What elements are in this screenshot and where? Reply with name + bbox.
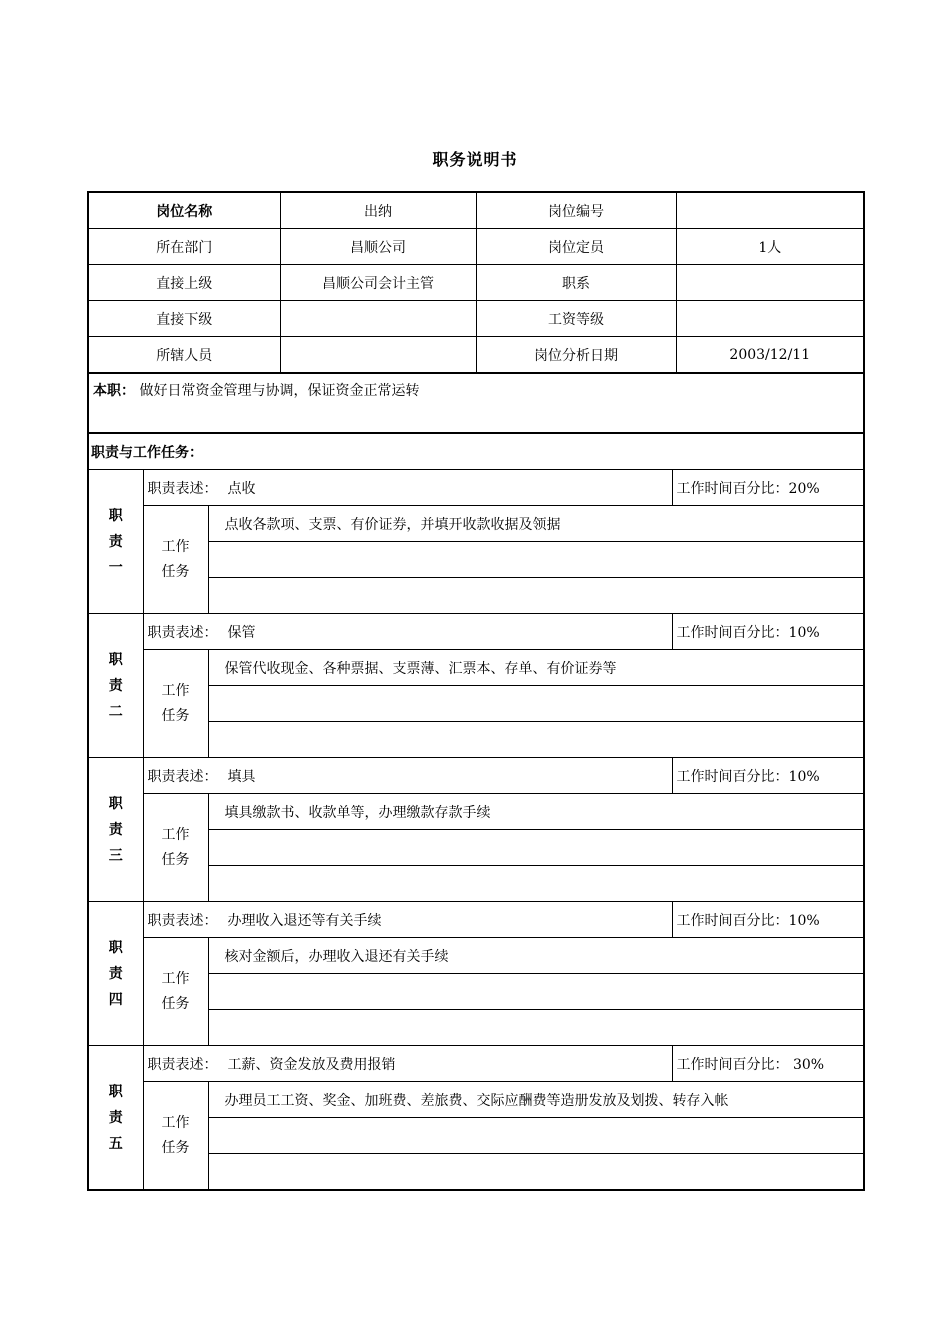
duty-title <box>88 470 143 614</box>
duty-title-char: 职 <box>108 795 123 812</box>
header-value: 1人 <box>676 229 864 265</box>
duty-title <box>88 1046 143 1191</box>
duty-title-char: 责 <box>108 965 123 982</box>
task-item <box>208 1154 864 1191</box>
header-label: 职系 <box>476 265 676 301</box>
task-label <box>143 938 208 1046</box>
page-title: 职务说明书 <box>432 150 518 169</box>
header-value: 出纳 <box>280 192 476 229</box>
duty-description-label: 职责表述： <box>147 1056 218 1073</box>
task-label-line: 任务 <box>161 995 190 1012</box>
duty-description <box>143 470 672 506</box>
duty-description-label: 职责表述： <box>147 912 218 929</box>
duty-title-char: 一 <box>108 559 123 576</box>
header-label: 岗位分析日期 <box>476 337 676 374</box>
duty-desc-row <box>88 1046 864 1082</box>
header-label: 直接上级 <box>88 265 280 301</box>
task-item <box>208 686 864 722</box>
header-label: 岗位定员 <box>476 229 676 265</box>
header-value: 昌顺公司 <box>280 229 476 265</box>
duty-description <box>143 614 672 650</box>
task-item: 核对金额后，办理收入退还有关手续 <box>208 938 864 974</box>
duty-title-char: 三 <box>108 847 123 864</box>
duty-description-text: 保管 <box>227 624 256 641</box>
duty-title <box>88 902 143 1046</box>
duty-task-row <box>88 650 864 686</box>
duty-desc-row <box>88 902 864 938</box>
header-label: 所在部门 <box>88 229 280 265</box>
header-row <box>88 301 864 337</box>
table-body <box>88 192 864 1190</box>
header-row <box>88 265 864 301</box>
duty-time-percentage: 工作时间百分比：10% <box>672 614 864 650</box>
duty-title-char: 职 <box>108 651 123 668</box>
duty-desc-row <box>88 614 864 650</box>
header-label: 岗位名称 <box>88 192 280 229</box>
duty-description-text: 办理收入退还等有关手续 <box>227 912 382 929</box>
duty-task-row <box>88 1082 864 1118</box>
duty-description <box>143 758 672 794</box>
task-item: 办理员工工资、奖金、加班费、差旅费、交际应酬费等造册发放及划拨、转存入帐 <box>208 1082 864 1118</box>
task-item: 保管代收现金、各种票据、支票薄、汇票本、存单、有价证券等 <box>208 650 864 686</box>
header-label: 直接下级 <box>88 301 280 337</box>
duty-time-percentage: 工作时间百分比： 30% <box>672 1046 864 1082</box>
duties-heading: 职责与工作任务： <box>88 433 864 470</box>
task-label <box>143 1082 208 1191</box>
duty-description <box>143 902 672 938</box>
task-item <box>208 1118 864 1154</box>
task-label <box>143 506 208 614</box>
duty-title-char: 五 <box>108 1135 123 1152</box>
duty-desc-row <box>88 470 864 506</box>
job-description-table <box>87 191 865 1191</box>
task-label-line: 任务 <box>161 1139 190 1156</box>
task-label-line: 任务 <box>161 563 190 580</box>
task-item <box>208 866 864 902</box>
task-item <box>208 722 864 758</box>
duty-description-text: 工薪、资金发放及费用报销 <box>227 1056 396 1073</box>
task-item <box>208 830 864 866</box>
header-row <box>88 192 864 229</box>
task-item <box>208 974 864 1010</box>
header-row <box>88 229 864 265</box>
duty-title <box>88 758 143 902</box>
task-item <box>208 578 864 614</box>
header-row <box>88 337 864 374</box>
task-label-line: 工作 <box>161 826 190 843</box>
header-value <box>676 192 864 229</box>
duty-title <box>88 614 143 758</box>
duties-heading-row <box>88 433 864 470</box>
task-label <box>143 794 208 902</box>
task-label-line: 工作 <box>161 970 190 987</box>
duty-description <box>143 1046 672 1082</box>
header-value <box>280 337 476 374</box>
header-value <box>676 301 864 337</box>
duty-title-char: 责 <box>108 1109 123 1126</box>
duty-description-label: 职责表述： <box>147 624 218 641</box>
duty-time-percentage: 工作时间百分比：10% <box>672 902 864 938</box>
duty-title-char: 二 <box>108 703 123 720</box>
task-item <box>208 1010 864 1046</box>
duty-description-text: 点收 <box>227 480 256 497</box>
header-value: 昌顺公司会计主管 <box>280 265 476 301</box>
duty-title-char: 责 <box>108 677 123 694</box>
header-value <box>676 265 864 301</box>
duty-title-char: 职 <box>108 939 123 956</box>
header-label: 工资等级 <box>476 301 676 337</box>
header-value <box>280 301 476 337</box>
duty-title-char: 四 <box>108 991 123 1008</box>
mission-label: 本职： <box>93 383 135 399</box>
duty-task-row <box>88 794 864 830</box>
header-value: 2003/12/11 <box>676 337 864 374</box>
duty-title-char: 责 <box>108 821 123 838</box>
task-label-line: 工作 <box>161 682 190 699</box>
duty-time-percentage: 工作时间百分比：20% <box>672 470 864 506</box>
mission-cell <box>88 373 864 433</box>
duty-title-char: 责 <box>108 533 123 550</box>
mission-row <box>88 373 864 433</box>
mission-text: 做好日常资金管理与协调，保证资金正常运转 <box>139 383 420 399</box>
duty-description-text: 填具 <box>227 768 256 785</box>
duty-description-label: 职责表述： <box>147 768 218 785</box>
duty-description-label: 职责表述： <box>147 480 218 497</box>
duty-desc-row <box>88 758 864 794</box>
task-label-line: 工作 <box>161 1114 190 1131</box>
duty-task-row <box>88 506 864 542</box>
task-label <box>143 650 208 758</box>
task-item <box>208 542 864 578</box>
duty-title-char: 职 <box>108 507 123 524</box>
task-label-line: 任务 <box>161 851 190 868</box>
duty-task-row <box>88 938 864 974</box>
task-label-line: 工作 <box>161 538 190 555</box>
header-label: 所辖人员 <box>88 337 280 374</box>
task-label-line: 任务 <box>161 707 190 724</box>
header-label: 岗位编号 <box>476 192 676 229</box>
duty-time-percentage: 工作时间百分比：10% <box>672 758 864 794</box>
task-item: 点收各款项、支票、有价证券，并填开收款收据及领据 <box>208 506 864 542</box>
duty-title-char: 职 <box>108 1083 123 1100</box>
task-item: 填具缴款书、收款单等，办理缴款存款手续 <box>208 794 864 830</box>
